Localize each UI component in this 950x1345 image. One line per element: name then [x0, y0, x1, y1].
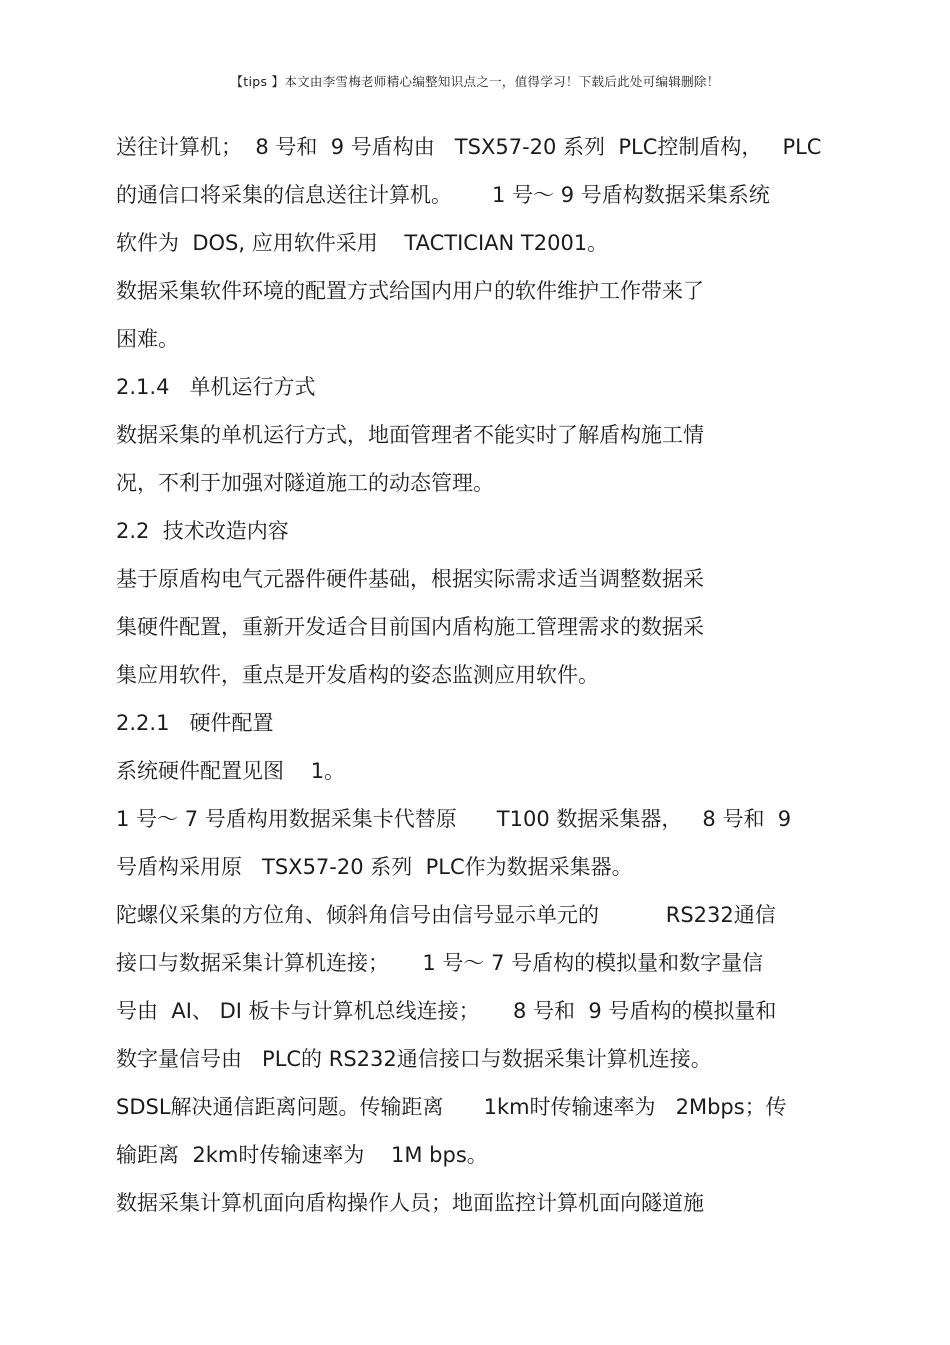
text-line: 陀螺仪采集的方位角、倾斜角信号由信号显示单元的 RS232通信	[116, 903, 776, 927]
section-heading: 2.1.4 单机运行方式	[116, 375, 316, 399]
text-line: 输距离 2km时传输速率为 1M bps。	[116, 1143, 488, 1167]
section-heading: 2.2 技术改造内容	[116, 519, 289, 543]
text-line: 送往计算机； 8 号和 9 号盾构由 TSX57-20 系列 PLC控制盾构， PLC	[116, 135, 822, 159]
text-line: 接口与数据采集计算机连接； 1 号～ 7 号盾构的模拟量和数字量信	[116, 951, 764, 975]
text-line: SDSL解决通信距离问题。传输距离 1km时传输速率为 2Mbps；传	[116, 1095, 787, 1119]
text-line: 数据采集的单机运行方式，地面管理者不能实时了解盾构施工情	[116, 423, 704, 447]
text-line: 数据采集软件环境的配置方式给国内用户的软件维护工作带来了	[116, 279, 704, 303]
text-line: 系统硬件配置见图 1。	[116, 759, 346, 783]
text-line: 基于原盾构电气元器件硬件基础，根据实际需求适当调整数据采	[116, 567, 704, 591]
text-line: 的通信口将采集的信息送往计算机。 1 号～ 9 号盾构数据采集系统	[116, 183, 770, 207]
text-line: 况，不利于加强对隧道施工的动态管理。	[116, 471, 494, 495]
text-line: 软件为 DOS, 应用软件采用 TACTICIAN T2001。	[116, 231, 609, 255]
text-line: 集应用软件，重点是开发盾构的姿态监测应用软件。	[116, 663, 599, 687]
text-line: 数字量信号由 PLC的 RS232通信接口与数据采集计算机连接。	[116, 1047, 712, 1071]
text-line: 号盾构采用原 TSX57-20 系列 PLC作为数据采集器。	[116, 855, 633, 879]
document-body	[116, 128, 856, 1232]
text-line: 困难。	[116, 327, 179, 351]
tips-header: 【tips 】本文由李雪梅老师精心编整知识点之一，值得学习！下载后此处可编辑删除！	[230, 74, 720, 89]
text-line: 数据采集计算机面向盾构操作人员；地面监控计算机面向隧道施	[116, 1191, 704, 1215]
text-line: 1 号～ 7 号盾构用数据采集卡代替原 T100 数据采集器， 8 号和 9	[116, 807, 792, 831]
text-line: 集硬件配置，重新开发适合目前国内盾构施工管理需求的数据采	[116, 615, 704, 639]
section-heading: 2.2.1 硬件配置	[116, 711, 274, 735]
text-line: 号由 AI、 DI 板卡与计算机总线连接； 8 号和 9 号盾构的模拟量和	[116, 999, 777, 1023]
